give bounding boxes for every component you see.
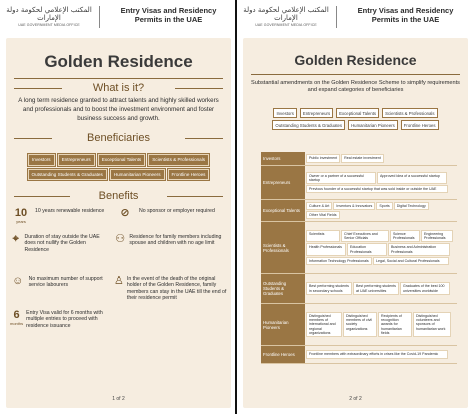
benefit-item [10, 234, 110, 253]
table-cell: Distinguished volunteers and sponsors of humanitarian work [413, 312, 451, 337]
title-rule [14, 78, 223, 79]
rule-right [185, 138, 223, 139]
row-category: Investors [261, 152, 305, 165]
row-category: Humanitarian Pioneers [261, 304, 305, 345]
chip-investors: Investors [273, 108, 296, 118]
table-cell: Science Professionals [390, 230, 420, 243]
table-cell: Distinguished members of international and regional organizations [306, 312, 342, 337]
chip-students: Outstanding Students & Graduates [28, 169, 107, 181]
beneficiaries-heading: Beneficiaries [87, 132, 150, 144]
benefit-text: Residence for family members including spouse and children with no age limit [129, 234, 222, 247]
row-category: Scientists & Professionals [261, 222, 305, 273]
what-description: A long term residence granted to attract talents and highly skilled workers and professionals and to boost the investment environment and foster business success and growth. [18, 97, 219, 122]
page-header [237, 0, 474, 36]
benefit-item [114, 208, 230, 219]
ten-years-icon: 10 years [14, 207, 28, 224]
page-number: 2 of 2 [349, 396, 362, 402]
chip-entrepreneurs: Entrepreneurs [58, 154, 95, 166]
row-category: Exceptional Talents [261, 200, 305, 221]
chip-frontline: Frontline Heroes [168, 169, 210, 181]
location-icon: ⌖ [12, 233, 19, 245]
benefit-text: Entry Visa valid for 6 months with multiple entries to proceed with residence issuance [26, 310, 103, 329]
table-cell: Engineering Professionals [421, 230, 453, 243]
chip-students: Outstanding Students & Graduates [272, 120, 345, 130]
benefit-item [10, 208, 110, 224]
chip-scientists: Scientists & Professionals [382, 108, 437, 118]
table-cell: Scientists [306, 230, 340, 243]
six-months-icon: 6 months [10, 309, 24, 326]
row-category: Outstanding Students & Graduates [261, 274, 305, 303]
table-cell: Education Professionals [347, 243, 387, 256]
logo-english-text: UAE GOVERNMENT MEDIA OFFICE [18, 23, 80, 27]
gov-media-office-logo [6, 6, 92, 26]
benefit-text: Duration of stay outside the UAE does not nullify the Golden Residence [24, 234, 100, 253]
table-row [261, 304, 457, 346]
rule-left [14, 138, 52, 139]
chip-investors: Investors [28, 154, 55, 166]
header-title: Entry Visas and Residency Permits in the UAE [120, 6, 217, 24]
benefit-item [10, 310, 110, 329]
table-cell: Sports [376, 202, 392, 210]
table-cell: Distinguished members of civil society organizations [343, 312, 377, 337]
table-cell: Business and Administration Professionals [388, 243, 450, 256]
table-row [261, 166, 457, 200]
page-2 [237, 0, 474, 414]
table-cell: Real estate investment [341, 154, 384, 162]
benefits-heading: Benefits [98, 190, 139, 202]
table-cell: Previous founder of a successful startup that was sold inside or outside the UAE [306, 185, 448, 193]
header-divider [99, 6, 100, 28]
table-cell: Frontline members with extraordinary efforts in crises like the Covid-19 Pandemic [306, 350, 448, 358]
category-chips [249, 108, 462, 130]
table-cell: Best performing students in secondary schools [306, 282, 352, 295]
table-cell: Approved idea of a successful startup [377, 172, 447, 185]
benefit-text: 10 years renewable residence [35, 208, 105, 214]
table-cell: Health Professionals [306, 243, 346, 256]
table-cell: Graduates of the best 100 universities worldwide [400, 282, 450, 295]
table-row [261, 222, 457, 274]
chip-humanitarian: Humanitarian Pioneers [348, 120, 398, 130]
table-cell: Owner or a partner of a successful startup [306, 172, 376, 185]
person-icon: ♙ [114, 275, 124, 287]
row-cells [305, 304, 457, 345]
header-divider [336, 6, 337, 28]
row-category: Entrepreneurs [261, 166, 305, 199]
chip-humanitarian: Humanitarian Pioneers [110, 169, 165, 181]
benefit-item [114, 234, 230, 247]
no-sponsor-icon: ⊘ [120, 207, 130, 219]
rule-right [167, 196, 223, 197]
gov-media-office-logo [243, 6, 329, 26]
rule-right [175, 88, 223, 89]
table-cell: Recipients of recognition awards for humanitarian fields [378, 312, 412, 337]
benefit-item [114, 276, 230, 302]
table-row [261, 200, 457, 222]
table-cell: Information Technology Professionals [306, 257, 372, 265]
logo-arabic-text: المكتب الإعلامي لحكومة دولة الإمارات [6, 6, 92, 22]
table-row [261, 346, 457, 364]
table-row [261, 152, 457, 166]
chip-scientists: Scientists & Professionals [148, 154, 209, 166]
row-cells [305, 274, 457, 303]
chip-frontline: Frontline Heroes [401, 120, 439, 130]
page-title: Golden Residence [294, 52, 417, 68]
table-row [261, 274, 457, 304]
chip-exceptional-talents: Exceptional Talents [336, 108, 379, 118]
benefit-text: In the event of the death of the original holder of the Golden Residence, family members can stay in the UAE till the end of their residence permit [126, 276, 227, 302]
worker-icon: ☺ [12, 275, 24, 287]
content-panel [6, 38, 231, 408]
table-cell: Other Vital Fields [306, 211, 340, 219]
table-cell: Legal, Social and Cultural Professionals [373, 257, 449, 265]
row-cells [305, 346, 457, 363]
benefit-text: No maximum number of support service labourers [28, 276, 103, 289]
page-header [0, 0, 237, 36]
benefit-text: No sponsor or employer required [139, 208, 215, 214]
table-cell: Chief Executives and Senior Officials [341, 230, 389, 243]
table-cell: Public investment [306, 154, 340, 162]
chip-entrepreneurs: Entrepreneurs [300, 108, 333, 118]
row-cells [305, 152, 457, 165]
categories-table [261, 152, 457, 364]
intro-text: Substantial amendments on the Golden Residence Scheme to simplify requirements and expand categories of beneficiaries [251, 80, 460, 93]
logo-english-text: UAE GOVERNMENT MEDIA OFFICE [255, 23, 317, 27]
rule-left [14, 196, 70, 197]
row-cells [305, 222, 457, 273]
title-rule [251, 74, 460, 75]
table-cell: Best performing students at UAE universities [353, 282, 399, 295]
row-cells [305, 166, 457, 199]
content-panel [243, 38, 468, 408]
rule-left [14, 88, 62, 89]
logo-arabic-text: المكتب الإعلامي لحكومة دولة الإمارات [243, 6, 329, 22]
row-category: Frontline Heroes [261, 346, 305, 363]
family-icon: ⚇ [115, 233, 126, 245]
page-number: 1 of 2 [112, 396, 125, 402]
benefit-item [10, 276, 110, 289]
header-title: Entry Visas and Residency Permits in the UAE [357, 6, 454, 24]
page-title: Golden Residence [44, 52, 193, 71]
table-cell: Digital Technology [394, 202, 429, 210]
chip-exceptional-talents: Exceptional Talents [98, 154, 146, 166]
table-cell: Inventors & Innovators [333, 202, 375, 210]
what-heading: What is it? [92, 82, 145, 94]
row-cells [305, 200, 457, 221]
beneficiaries-chips [16, 154, 221, 180]
table-cell: Culture & Art [306, 202, 332, 210]
